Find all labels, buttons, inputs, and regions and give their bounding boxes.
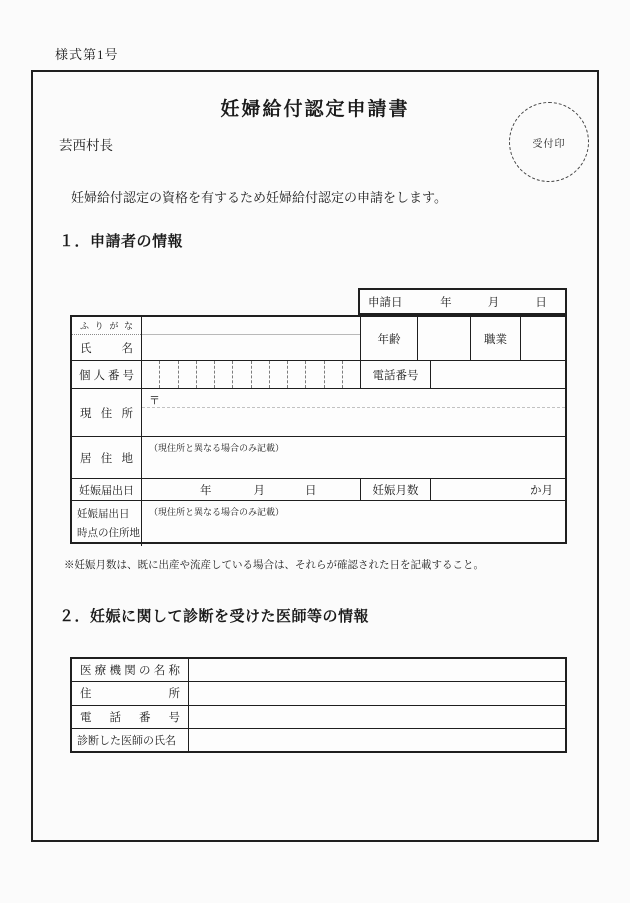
residence-row (72, 437, 565, 479)
name-input-area[interactable] (142, 335, 360, 360)
notification-address-input-area[interactable] (142, 518, 565, 546)
page-title: 妊婦給付認定申請書 (220, 99, 410, 120)
residence-note: （現住所と異なる場合のみ記載） (149, 443, 285, 453)
notification-address-row (72, 501, 565, 546)
application-date-box (358, 288, 567, 315)
doctor-name-label: 診断した医師の氏名 (72, 729, 189, 751)
months-unit: か月 (530, 484, 553, 497)
date-year-unit: 年 (200, 484, 212, 497)
medical-institution-row (72, 659, 565, 682)
name-label-cell (72, 317, 142, 360)
application-statement: 妊婦給付認定の資格を有するため妊婦給付認定の申請をします。 (71, 190, 447, 205)
medical-table (70, 657, 567, 753)
notification-address-note: （現住所と異なる場合のみ記載） (149, 507, 285, 517)
furigana-label: ふ り が な (72, 317, 141, 335)
notification-address-input-cell (142, 501, 565, 546)
phone-label: 電話番号 (361, 361, 431, 388)
pregnancy-months-input-cell[interactable] (431, 479, 565, 500)
receipt-stamp-label: 受付印 (532, 138, 566, 150)
form-sheet-border (31, 70, 599, 842)
name-input-cell (142, 317, 361, 360)
furigana-input-area[interactable] (142, 317, 360, 335)
application-date-label: 申請日 (368, 296, 403, 309)
name-label: 氏 名 (80, 342, 133, 355)
doctor-name-input-area[interactable] (189, 729, 565, 751)
phone-input-area[interactable] (431, 361, 565, 388)
personal-number-row (72, 361, 565, 389)
occupation-label: 職業 (471, 317, 521, 360)
pregnancy-months-note: ※妊娠月数は、既に出産や流産している場合は、それらが確認された日を記載すること。 (64, 559, 484, 571)
applicant-table (70, 315, 567, 544)
section1-heading: １．申請者の情報 (59, 233, 184, 250)
residence-input-area[interactable] (142, 454, 565, 478)
personal-number-label: 個 人 番 号 (72, 361, 142, 388)
age-occupation-cells (361, 317, 565, 360)
occupation-input-area[interactable] (521, 317, 565, 360)
notification-date-input-cell[interactable] (142, 479, 361, 500)
notification-date-row (72, 479, 565, 501)
date-day-unit: 日 (305, 484, 317, 497)
date-month-unit: 月 (253, 484, 265, 497)
age-label: 年齢 (361, 317, 418, 360)
addressee: 芸西村長 (59, 138, 113, 153)
medical-institution-input-area[interactable] (189, 659, 565, 681)
name-row (72, 317, 565, 361)
medical-address-input-area[interactable] (189, 682, 565, 704)
notification-address-label: 妊娠届出日 時点の住所地 (72, 501, 142, 546)
pregnancy-months-label: 妊娠月数 (361, 479, 431, 500)
medical-address-row (72, 682, 565, 705)
medical-institution-label: 医 療 機 関 の 名 称 (72, 659, 189, 681)
notification-date-label: 妊娠届出日 (72, 479, 142, 500)
form-number: 様式第1号 (55, 47, 119, 62)
medical-address-label: 住 所 (72, 682, 189, 704)
application-date-day-unit: 日 (535, 296, 547, 309)
receipt-stamp-circle (509, 102, 589, 182)
postal-code-line[interactable] (142, 389, 565, 408)
doctor-name-row (72, 729, 565, 751)
residence-label: 居 住 地 (72, 437, 142, 478)
age-input-area[interactable] (418, 317, 471, 360)
current-address-row (72, 389, 565, 437)
postal-mark: 〒 (149, 395, 160, 407)
application-date-month-unit: 月 (487, 296, 500, 309)
medical-phone-label: 電 話 番 号 (72, 706, 189, 728)
application-date-year-unit: 年 (440, 296, 452, 309)
medical-phone-input-area[interactable] (189, 706, 565, 728)
current-address-input-cell (142, 389, 565, 436)
current-address-input-area[interactable] (142, 408, 565, 436)
medical-phone-row (72, 706, 565, 729)
section2-heading: ２．妊娠に関して診断を受けた医師等の情報 (59, 608, 370, 625)
residence-input-cell (142, 437, 565, 478)
current-address-label: 現 住 所 (72, 389, 142, 436)
personal-number-digit-boxes[interactable] (142, 361, 361, 388)
